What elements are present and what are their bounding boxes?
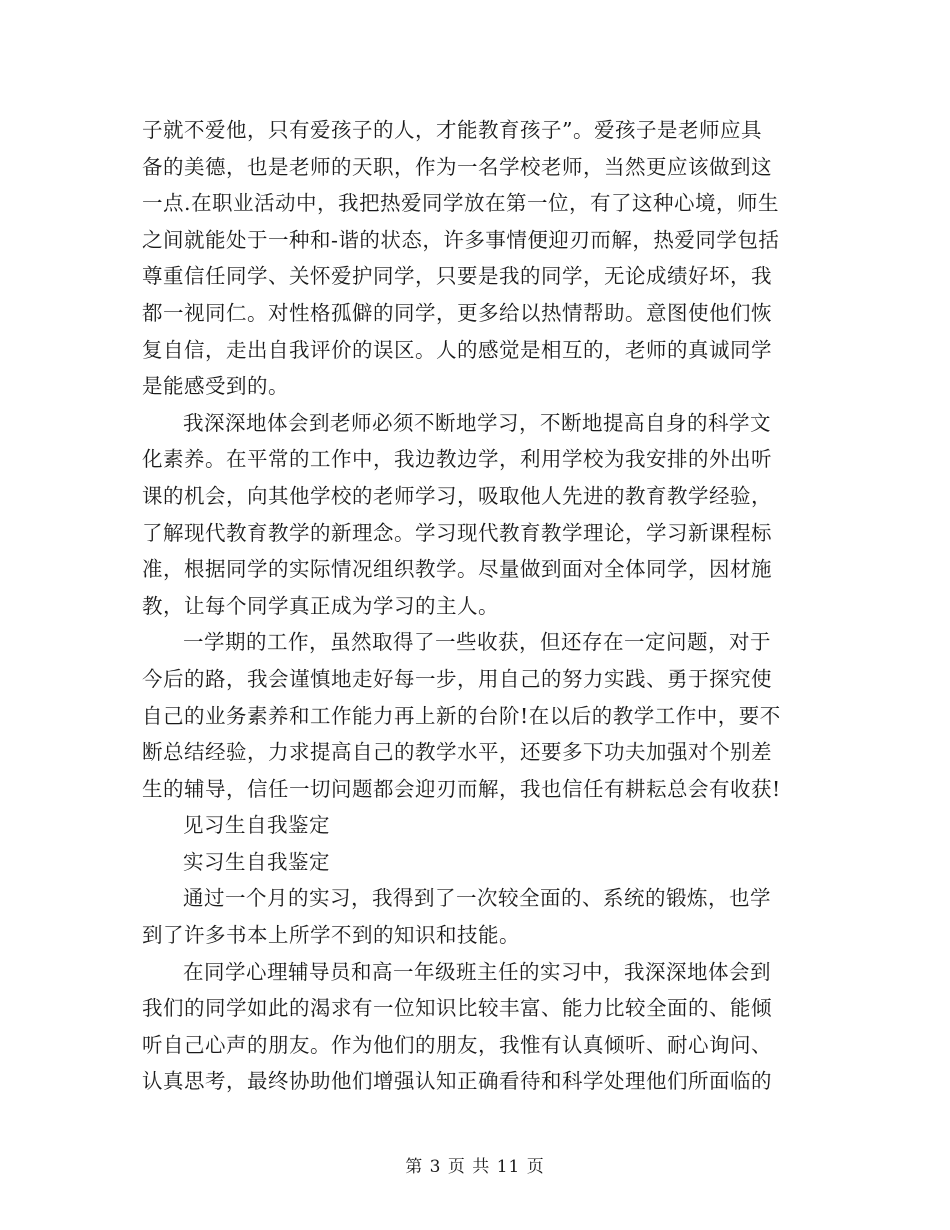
text-line: 我深深地体会到老师必须不断地学习，不断地提高自身的科学文: [183, 410, 771, 435]
text-line: 了解现代教育教学的新理念。学习现代教育教学理论，学习新课程标: [142, 520, 772, 545]
text-line: 复自信，走出自我评价的误区。人的感觉是相互的，老师的真诚同学: [142, 337, 772, 362]
text-line: 一点.在职业活动中，我把热爱同学放在第一位，有了这种心境，师生: [142, 191, 780, 216]
text-line: 通过一个月的实习，我得到了一次较全面的、系统的锻炼，也学: [183, 886, 771, 911]
text-line: 在同学心理辅导员和高一年级班主任的实习中，我深深地体会到: [183, 959, 771, 984]
page-number-footer: 第 3 页 共 11 页: [405, 1157, 545, 1177]
text-line: 准，根据同学的实际情况组织教学。尽量做到面对全体同学，因材施: [142, 557, 772, 582]
text-line: 认真思考，最终协助他们增强认知正确看待和科学处理他们所面临的: [142, 1069, 772, 1094]
text-line: 今后的路，我会谨慎地走好每一步，用自己的努力实践、勇于探究使: [142, 666, 772, 691]
text-line: 一学期的工作，虽然取得了一些收获，但还存在一定问题，对于: [183, 630, 771, 655]
document-body: [142, 112, 808, 1100]
text-line: 是能感受到的。: [142, 374, 289, 399]
text-line: 课的机会，向其他学校的老师学习，吸取他人先进的教育教学经验，: [142, 483, 772, 508]
text-line: 备的美德，也是老师的天职，作为一名学校老师，当然更应该做到这: [142, 154, 772, 179]
text-line: 之间就能处于一种和-谐的状态，许多事情便迎刃而解，热爱同学包括: [142, 227, 780, 252]
text-line: 自己的业务素养和工作能力再上新的台阶!在以后的教学工作中，要不: [142, 703, 781, 728]
text-line: 实习生自我鉴定: [183, 849, 330, 874]
text-line: 到了许多书本上所学不到的知识和技能。: [142, 923, 520, 948]
text-line: 见习生自我鉴定: [183, 813, 330, 838]
text-line: 听自己心声的朋友。作为他们的朋友，我惟有认真倾听、耐心询问、: [142, 1032, 772, 1057]
text-line: 化素养。在平常的工作中，我边教边学，利用学校为我安排的外出听: [142, 447, 772, 472]
text-line: 我们的同学如此的渴求有一位知识比较丰富、能力比较全面的、能倾: [142, 996, 772, 1021]
text-line: 子就不爱他，只有爱孩子的人，才能教育孩子”。爱孩子是老师应具: [142, 118, 762, 142]
text-line: 尊重信任同学、关怀爱护同学，只要是我的同学，无论成绩好坏，我: [142, 264, 772, 289]
text-line: 都一视同仁。对性格孤僻的同学，更多给以热情帮助。意图使他们恢: [142, 300, 772, 325]
text-line: 教，让每个同学真正成为学习的主人。: [142, 593, 499, 618]
text-line: 断总结经验，力求提高自己的教学水平，还要多下功夫加强对个别差: [142, 740, 772, 765]
text-line: 生的辅导，信任一切问题都会迎刃而解，我也信任有耕耘总会有收获!: [142, 776, 781, 801]
